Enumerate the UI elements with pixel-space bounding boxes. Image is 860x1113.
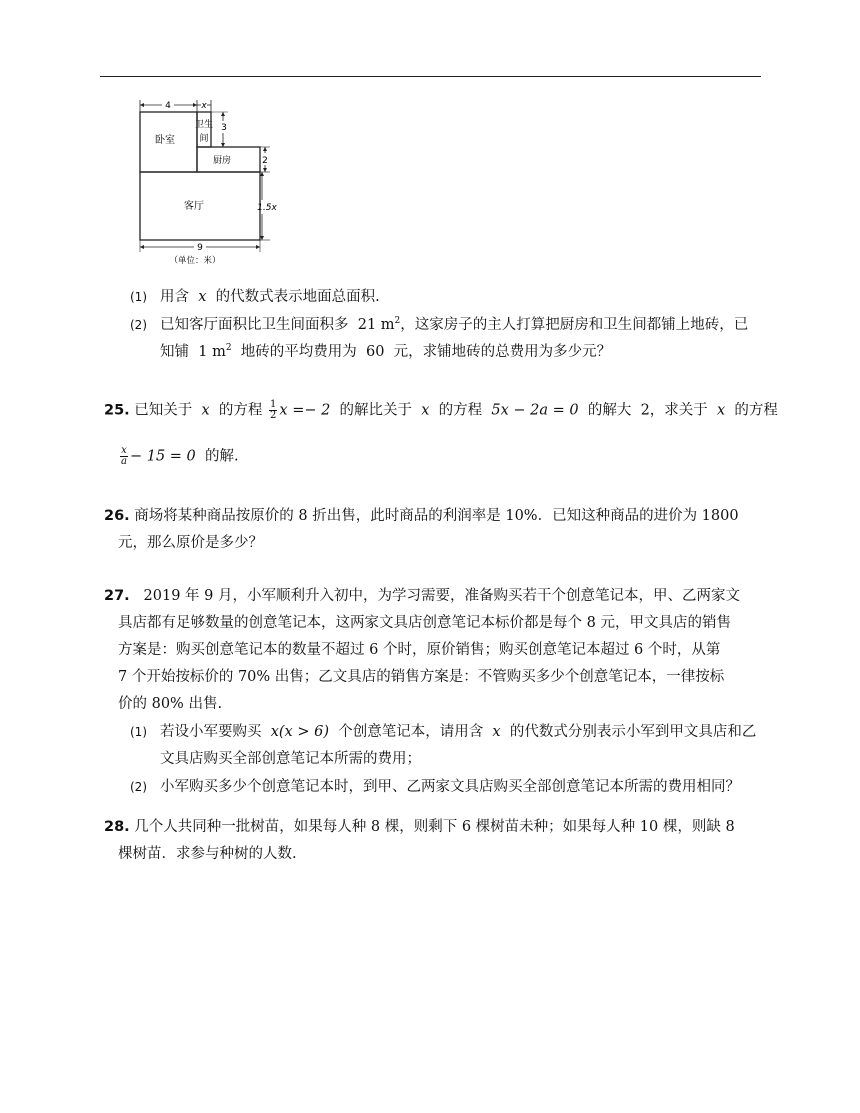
question-25-line1: 25. 已知关于 x 的方程 $\frac{1}{2}$ x =− 2 的解比关于 x 的方程 5x − 2a = 0 的解大 2，求关于 x 的方程 xyxy=(104,399,778,421)
question-28-line1: 28. 几个人共同种一批树苗，如果每人种 8 棵，则剩下 6 棵树苗未种；如果每人种 10 棵，则缺 8 xyxy=(104,819,735,835)
fraction-x-over-a: $\frac{x}{a}$ xyxy=(121,445,127,467)
q27-part2: 小军购买多少个创意笔记本时，到甲、乙两家文具店购买全部创意笔记本所需的费用相同？ xyxy=(160,779,740,795)
question-27-line3: 方案是：购买创意笔记本的数量不超过 6 个时，原价销售；购买创意笔记本超过 6 个时，从第 xyxy=(118,642,721,658)
question-27-line5: 价的 80% 出售. xyxy=(118,696,223,712)
floor-plan-figure xyxy=(132,97,282,267)
q24-part1-number: (1) xyxy=(130,290,147,304)
label-living: 客厅 xyxy=(184,201,204,212)
question-28-line2: 棵树苗．求参与种树的人数. xyxy=(118,846,297,862)
q27-part1-line1: 若设小军要购买 x(x > 6) 个创意笔记本，请用含 x 的代数式分别表示小军到甲文具店和乙 xyxy=(160,724,757,740)
question-26-line1: 26. 商场将某种商品按原价的 8 折出售，此时商品的利润率是 10%．已知这种商品的进价为 1800 xyxy=(104,508,739,524)
unit-label: （单位：米） xyxy=(169,256,221,266)
label-bathroom-2: 间 xyxy=(199,134,209,144)
q24-part1: 用含 x 的代数式表示地面总面积. xyxy=(160,289,380,305)
question-27-line4: 7 个开始按标价的 70% 出售；乙文具店的销售方案是：不管购买多少个创意笔记本，一律按标 xyxy=(118,669,725,685)
question-25-line2: $\frac{x}{a}$ − 15 = 0 的解. xyxy=(121,445,239,467)
dim-kitchen-height: 2 xyxy=(262,156,268,166)
dim-bottom: 9 xyxy=(197,243,203,253)
dim-living-height: 1.5x xyxy=(257,203,277,213)
label-kitchen: 厨房 xyxy=(212,156,232,166)
question-26-line2: 元，那么原价是多少？ xyxy=(118,535,263,551)
q27-part1-line2: 文具店购买全部创意笔记本所需的费用； xyxy=(160,751,421,767)
dim-bathroom-height: 3 xyxy=(221,123,227,133)
header-rule xyxy=(100,76,761,77)
question-27-line2: 具店都有足够数量的创意笔记本，这两家文具店创意笔记本标价都是每个 8 元，甲文具店的销售 xyxy=(118,615,731,631)
question-27-line1: 27. 2019 年 9 月，小军顺利升入初中，为学习需要，准备购买若干个创意笔记本，甲、乙两家文 xyxy=(104,588,740,604)
q24-part2-line2: 知铺 1 $m^2$ 地砖的平均费用为 60 元，求铺地砖的总费用为多少元？ xyxy=(160,343,612,360)
label-bedroom: 卧室 xyxy=(155,135,175,146)
dim-top-left: 4 xyxy=(165,101,171,111)
label-bathroom-1: 卫生 xyxy=(194,120,214,130)
floor-plan-diagram xyxy=(132,97,282,267)
q27-part1-number: (1) xyxy=(130,725,147,739)
fraction-one-half: $\frac{1}{2}$ xyxy=(270,399,277,421)
q24-part2-number: (2) xyxy=(130,318,147,332)
dim-top-right: x xyxy=(201,101,207,111)
q24-part2-line1: 已知客厅面积比卫生间面积多 21 $m^2$，这家房子的主人打算把厨房和卫生间都铺上地砖，已 xyxy=(160,316,749,333)
q27-part2-number: (2) xyxy=(130,780,147,794)
